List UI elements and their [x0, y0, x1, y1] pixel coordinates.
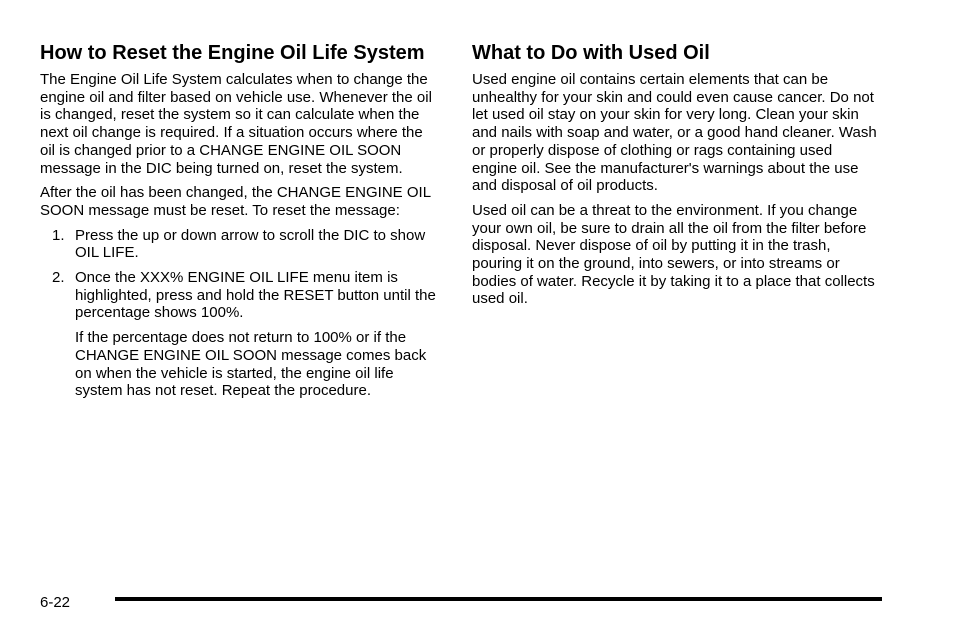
right-column [472, 42, 877, 315]
section-heading-used-oil: What to Do with Used Oil [472, 42, 710, 64]
section-heading-reset-oil-life: How to Reset the Engine Oil Life System [40, 42, 425, 64]
paragraph-used-oil-environment: Used oil can be a threat to the environment. If you change your own oil, be sure to drain all the oil from the filter before disposal. Never dispose of oil by putting it in the trash, pouring it on the ground, into sewers, or into streams or bodies of water. Recycle it by taking it to a place that collects used oil. [472, 201, 875, 308]
list-item [40, 269, 440, 400]
footer-divider [115, 597, 882, 601]
page-number: 6-22 [40, 594, 71, 611]
step-text: Once the XXX% ENGINE OIL LIFE menu item is highlighted, press and hold the RESET button until the percentage shows 100%. [75, 269, 436, 322]
paragraph-used-oil-health: Used engine oil contains certain elements that can be unhealthy for your skin and could even cause cancer. Do not let used oil stay on your skin for very long. Clean your skin and nails with soap and water, or a good hand cleaner. Wash or properly dispose of clothing or rags containing used engine oil. See the manufacturer's warnings about the use and disposal of oil products. [472, 71, 877, 195]
list-item [40, 227, 440, 262]
step-number: 2. [52, 269, 65, 287]
reset-steps-list [40, 227, 440, 400]
step-note: If the percentage does not return to 100% or if the CHANGE ENGINE OIL SOON message comes back on when the vehicle is started, the engine oil life system has not reset. Repeat the procedure. [75, 329, 427, 400]
paragraph-oil-life-intro: The Engine Oil Life System calculates when to change the engine oil and filter based on vehicle use. Whenever the oil is changed, reset the system so it can calculate when the next oil change is required. If a situation occurs where the oil is changed prior to a CHANGE ENGINE OIL SOON message in the DIC being turned on, reset the system. [40, 71, 432, 177]
step-text: Press the up or down arrow to scroll the DIC to show OIL LIFE. [75, 226, 426, 262]
left-column [40, 42, 440, 407]
step-number: 1. [52, 226, 65, 244]
paragraph-reset-instructions: After the oil has been changed, the CHANGE ENGINE OIL SOON message must be reset. To reset the message: [40, 184, 431, 219]
